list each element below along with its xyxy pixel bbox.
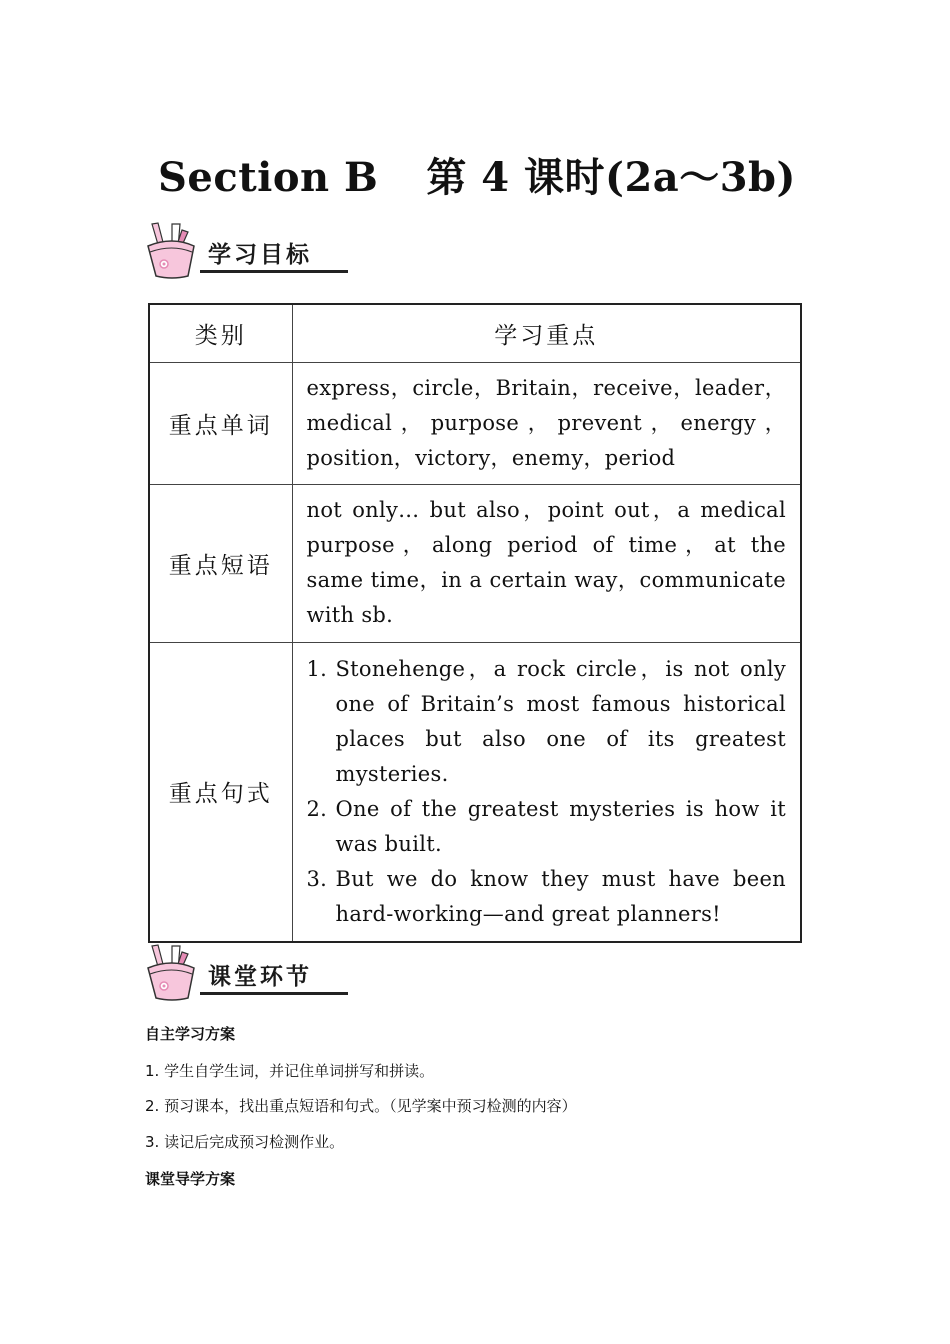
page-title <box>158 146 808 202</box>
objectives-banner-label: 学习目标 <box>208 242 312 268</box>
table-header-row <box>149 304 801 362</box>
list-item: 1. Stonehenge，a rock circle，is not only one of Britain’s most famous historical places but also one of its greatest mysteries. <box>306 656 786 786</box>
self-study-title: 自主学习方案 <box>145 1025 236 1043</box>
key-phrases-content: not only… but also，point out，a medical purpose，along period of time，at the same time，in a certain way，communicate with sb. <box>292 484 801 642</box>
pencil-cup-icon <box>142 944 202 1002</box>
classroom-banner-underline <box>200 992 348 995</box>
header-category: 类别 <box>149 304 292 362</box>
guided-study-title: 课堂导学方案 <box>145 1170 236 1188</box>
list-item: 2. One of the greatest mysteries is how it was built. <box>306 796 786 856</box>
list-item: 3. 读记后完成预习检测作业。 <box>145 1133 345 1151</box>
classroom-banner-label: 课堂环节 <box>208 964 312 990</box>
row-category: 重点单词 <box>149 362 292 484</box>
table-row <box>149 362 801 484</box>
row-category: 重点短语 <box>149 484 292 642</box>
pencil-cup-icon <box>142 222 202 280</box>
title-section: Section B <box>158 154 379 201</box>
table-row <box>149 484 801 642</box>
row-category: 重点句式 <box>149 642 292 942</box>
title-lesson: 第 4 课时(2a～3b) <box>426 154 796 201</box>
objectives-banner-underline <box>200 270 348 273</box>
header-focus: 学习重点 <box>292 304 801 362</box>
table-row <box>149 642 801 942</box>
objectives-banner <box>142 222 352 278</box>
list-item: 2. 预习课本，找出重点短语和句式。（见学案中预习检测的内容） <box>145 1097 577 1115</box>
key-sentences-content <box>292 642 801 942</box>
list-item: 3. But we do know they must have been hard-working—and great planners! <box>306 866 786 926</box>
sentence-list <box>307 652 787 932</box>
key-words-content: express，circle，Britain，receive，leader，medical，purpose，prevent，energy，position，victory，enemy，period <box>292 362 801 484</box>
classroom-banner <box>142 944 352 1000</box>
learning-focus-table <box>148 303 802 943</box>
list-item: 1. 学生自学生词，并记住单词拼写和拼读。 <box>145 1062 435 1080</box>
